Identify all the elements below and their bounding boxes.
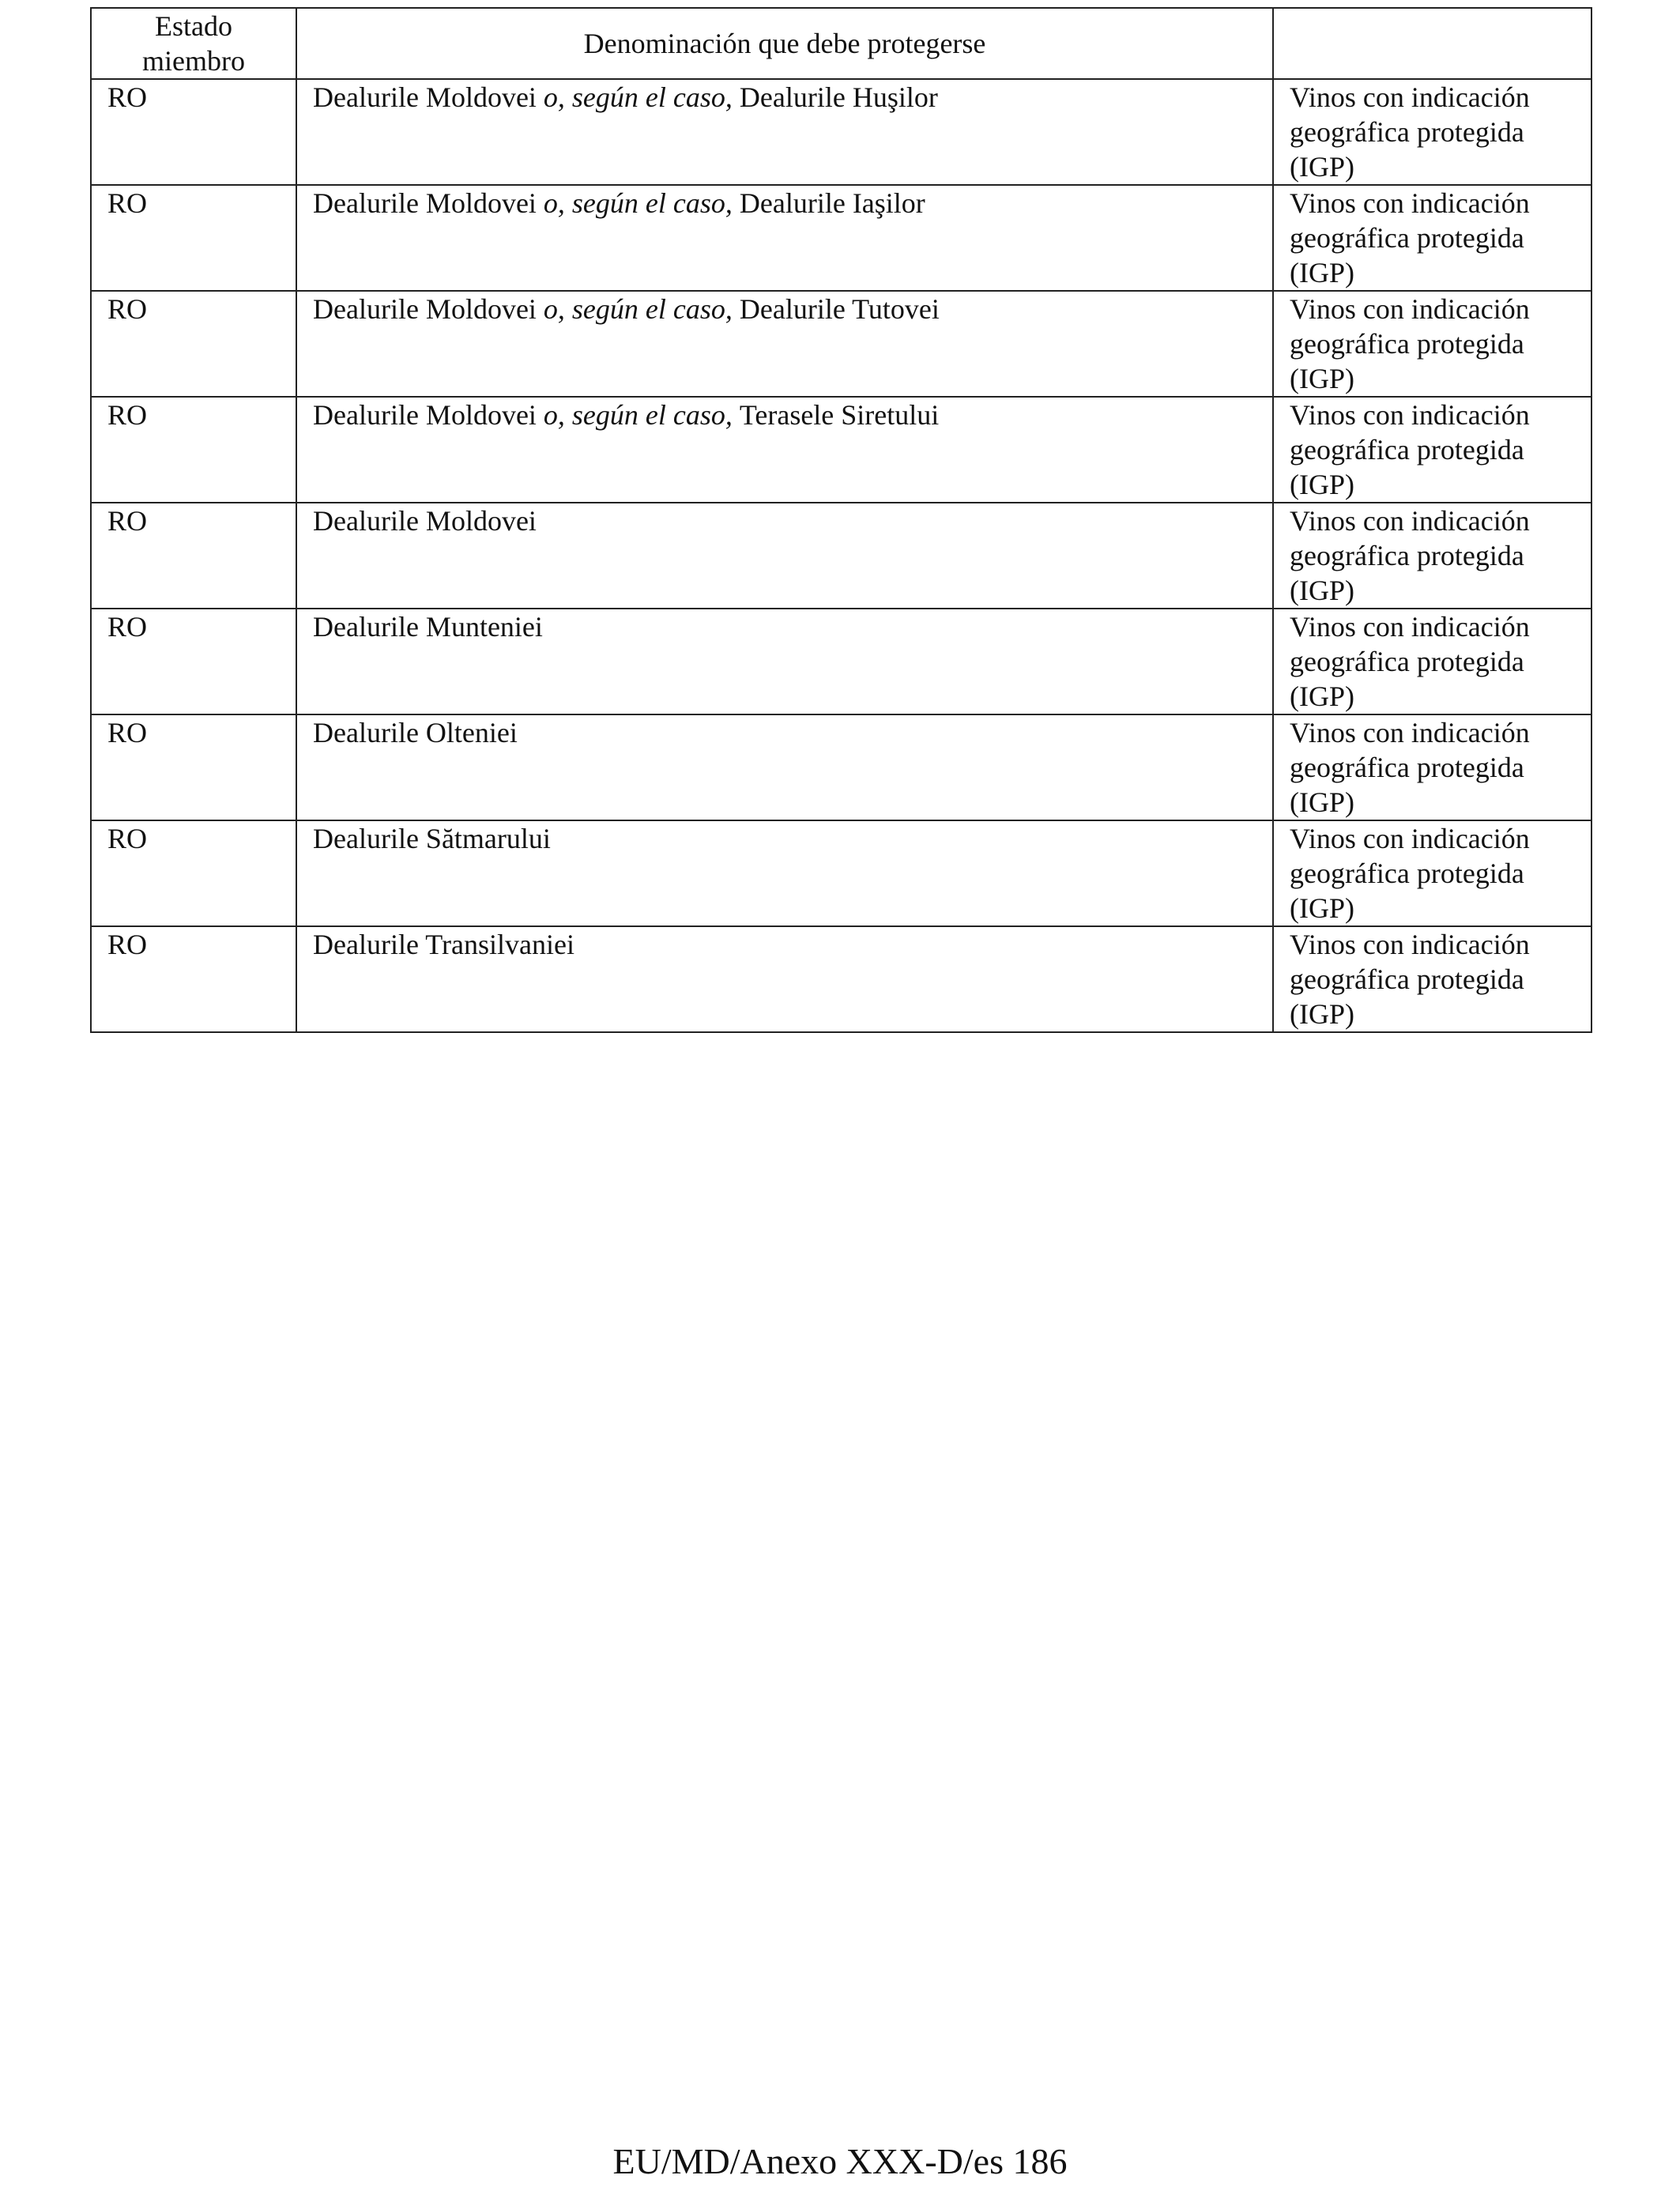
product-type-line2: geográfica protegida [1290,646,1524,677]
product-type-line3: (IGP) [1290,257,1354,288]
product-type-line3: (IGP) [1290,469,1354,500]
cell-product-type [1273,820,1591,926]
denomination-alternative: Terasele Siretului [739,399,940,431]
product-type-line3: (IGP) [1290,680,1354,712]
table-row [91,609,1591,714]
table-row [91,503,1591,609]
header-member-state [91,8,296,79]
table-row [91,185,1591,291]
cell-denomination [296,185,1273,291]
cell-denomination [296,926,1273,1032]
table-header-row [91,8,1591,79]
product-type-line1: Vinos con indicación [1290,399,1530,431]
cell-member-state: RO [91,714,296,820]
cell-product-type [1273,291,1591,397]
product-type-line2: geográfica protegida [1290,963,1524,995]
denomination-connector: o, según el caso, [536,399,740,431]
cell-product-type [1273,926,1591,1032]
cell-denomination [296,714,1273,820]
denomination-name: Dealurile Moldovei [313,187,537,219]
denomination-name: Dealurile Moldovei [313,399,537,431]
header-member-state-line2: miembro [142,45,245,77]
product-type-line1: Vinos con indicación [1290,505,1530,537]
table-body [91,79,1591,1032]
product-type-line2: geográfica protegida [1290,116,1524,148]
product-type-line3: (IGP) [1290,892,1354,924]
cell-member-state: RO [91,820,296,926]
product-type-line2: geográfica protegida [1290,222,1524,254]
cell-member-state: RO [91,609,296,714]
table-row [91,79,1591,185]
product-type-line3: (IGP) [1290,998,1354,1030]
cell-member-state: RO [91,79,296,185]
cell-denomination [296,503,1273,609]
cell-member-state: RO [91,185,296,291]
cell-product-type [1273,185,1591,291]
product-type-line3: (IGP) [1290,575,1354,606]
table-row [91,291,1591,397]
table-row [91,397,1591,503]
cell-member-state: RO [91,503,296,609]
cell-product-type [1273,609,1591,714]
cell-denomination [296,820,1273,926]
cell-member-state: RO [91,926,296,1032]
table-row [91,926,1591,1032]
denomination-alternative: Dealurile Huşilor [739,81,938,113]
table-row [91,820,1591,926]
denomination-name: Dealurile Moldovei [313,505,537,537]
denomination-connector: o, según el caso, [536,293,740,325]
product-type-line3: (IGP) [1290,151,1354,183]
denominations-table [90,7,1592,1033]
denomination-name: Dealurile Transilvaniei [313,929,574,960]
product-type-line2: geográfica protegida [1290,858,1524,889]
cell-member-state: RO [91,291,296,397]
cell-product-type [1273,79,1591,185]
header-member-state-line1: Estado [155,10,232,42]
product-type-line3: (IGP) [1290,786,1354,818]
product-type-line1: Vinos con indicación [1290,929,1530,960]
product-type-line1: Vinos con indicación [1290,293,1530,325]
product-type-line2: geográfica protegida [1290,434,1524,466]
product-type-line1: Vinos con indicación [1290,81,1530,113]
cell-product-type [1273,714,1591,820]
denomination-connector: o, según el caso, [536,81,740,113]
product-type-line3: (IGP) [1290,363,1354,394]
cell-denomination [296,609,1273,714]
denomination-name: Dealurile Olteniei [313,717,518,748]
cell-denomination [296,79,1273,185]
cell-product-type [1273,503,1591,609]
header-type [1273,8,1591,79]
denomination-name: Dealurile Sătmarului [313,823,551,854]
denomination-connector: o, según el caso, [536,187,740,219]
product-type-line1: Vinos con indicación [1290,187,1530,219]
denomination-name: Dealurile Moldovei [313,81,537,113]
product-type-line2: geográfica protegida [1290,328,1524,360]
product-type-line1: Vinos con indicación [1290,717,1530,748]
header-denomination: Denominación que debe protegerse [296,8,1273,79]
cell-product-type [1273,397,1591,503]
product-type-line1: Vinos con indicación [1290,823,1530,854]
page-footer-reference: EU/MD/Anexo XXX-D/es 186 [612,2141,1068,2181]
cell-member-state: RO [91,397,296,503]
denomination-name: Dealurile Moldovei [313,293,537,325]
cell-denomination [296,291,1273,397]
denomination-name: Dealurile Munteniei [313,611,543,643]
table-row [91,714,1591,820]
denomination-alternative: Dealurile Tutovei [739,293,940,325]
product-type-line2: geográfica protegida [1290,752,1524,783]
product-type-line1: Vinos con indicación [1290,611,1530,643]
cell-denomination [296,397,1273,503]
denomination-alternative: Dealurile Iaşilor [739,187,925,219]
product-type-line2: geográfica protegida [1290,540,1524,571]
